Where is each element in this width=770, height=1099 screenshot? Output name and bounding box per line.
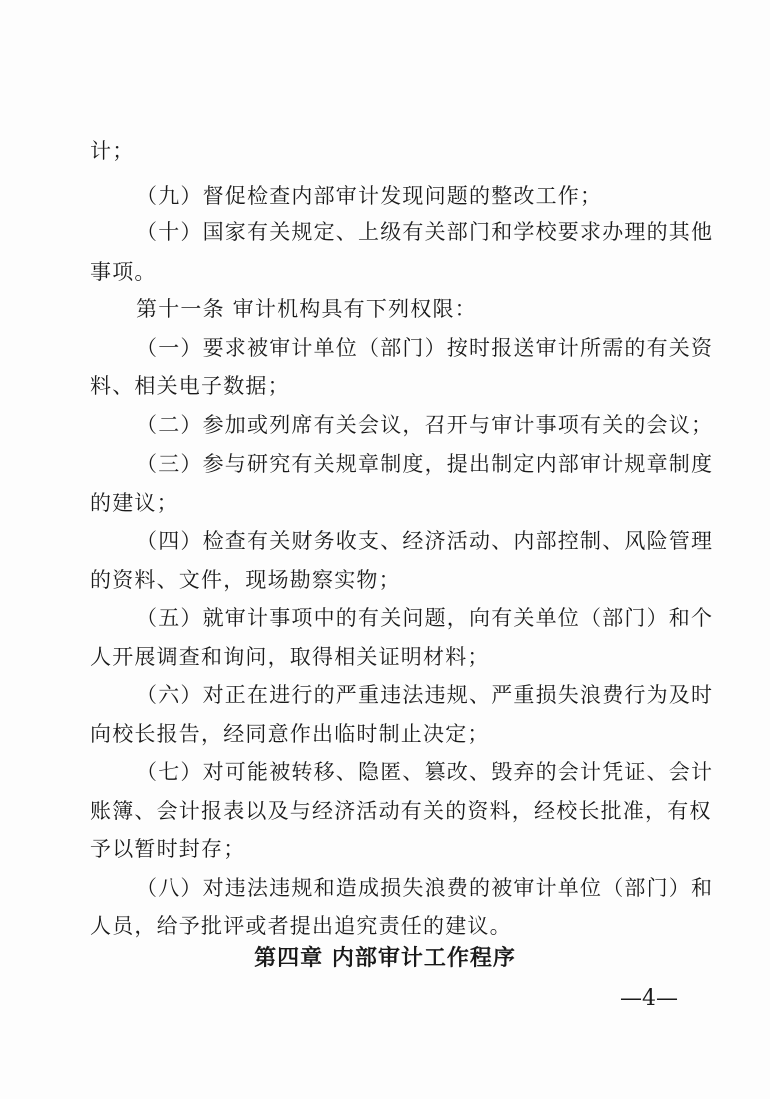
text-line: 计； <box>90 139 135 163</box>
text-line: （一）要求被审计单位（部门）按时报送审计所需的有关资 <box>136 336 714 360</box>
chapter-heading: 第四章 内部审计工作程序 <box>254 946 516 971</box>
text-line: 事项。 <box>90 260 157 284</box>
text-line: 料、相关电子数据； <box>90 374 290 398</box>
text-line: 人开展调查和询问，取得相关证明材料； <box>90 645 490 669</box>
text-line: 人员，给予批评或者提出追究责任的建议。 <box>90 914 512 938</box>
text-line: 的建议； <box>90 491 179 515</box>
text-line: （五）就审计事项中的有关问题，向有关单位（部门）和个 <box>136 606 714 630</box>
text-line: 予以暂时封存； <box>90 837 246 861</box>
text-line: 向校长报告，经同意作出临时制止决定； <box>90 722 490 746</box>
text-line: （六）对正在进行的严重违法违规、严重损失浪费行为及时 <box>136 683 714 707</box>
article-heading: 第十一条 审计机构具有下列权限： <box>136 297 477 321</box>
text-line: 账簿、会计报表以及与经济活动有关的资料，经校长批准，有权 <box>90 799 712 823</box>
text-line: （七）对可能被转移、隐匿、篡改、毁弃的会计凭证、会计 <box>136 760 714 784</box>
page-number: —4— <box>620 986 678 1011</box>
text-line: （八）对违法违规和造成损失浪费的被审计单位（部门）和 <box>136 876 714 900</box>
text-line: （九）督促检查内部审计发现问题的整改工作； <box>136 184 603 208</box>
text-line: （二）参加或列席有关会议，召开与审计事项有关的会议； <box>136 413 714 437</box>
text-line: 的资料、文件，现场勘察实物； <box>90 568 401 592</box>
text-line: （四）检查有关财务收支、经济活动、内部控制、风险管理 <box>136 529 714 553</box>
text-line: （十）国家有关规定、上级有关部门和学校要求办理的其他 <box>136 220 714 244</box>
text-line: （三）参与研究有关规章制度，提出制定内部审计规章制度 <box>136 452 714 476</box>
